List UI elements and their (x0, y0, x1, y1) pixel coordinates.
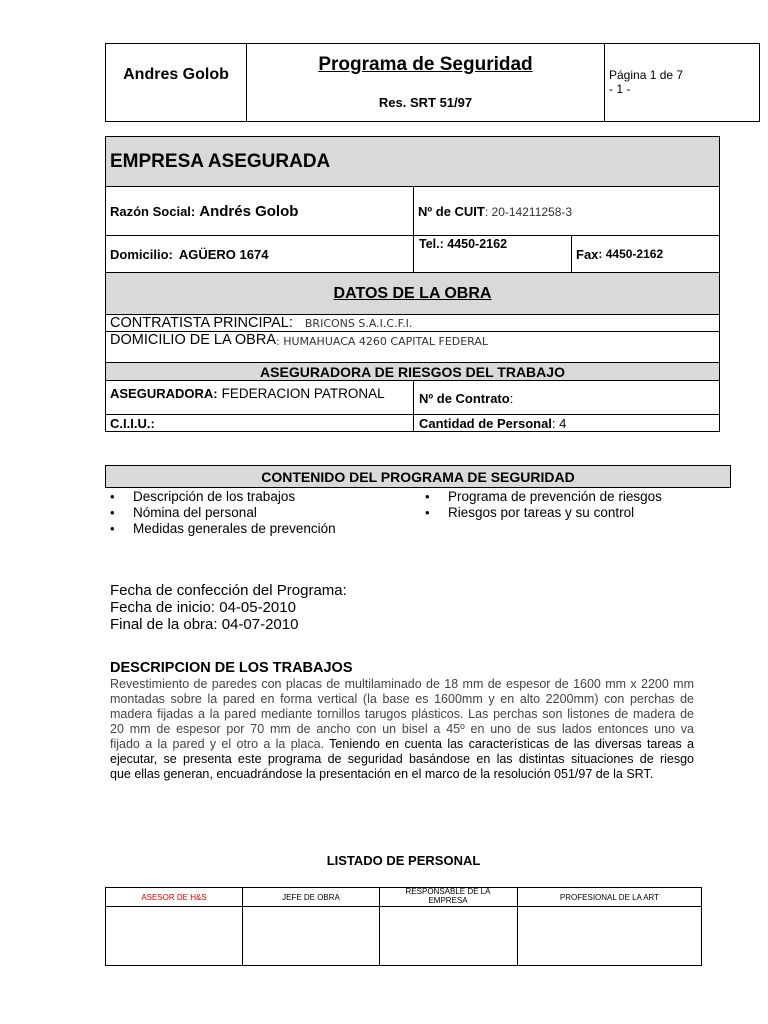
contenido-list-right (421, 489, 741, 521)
header-resolution: Res. SRT 51/97 (378, 95, 473, 110)
empresa-section-header (106, 137, 719, 187)
list-item: • Riesgos por tareas y su control (421, 505, 741, 521)
aseguradora-value: FEDERACION PATRONAL (221, 386, 385, 401)
fax-cell (572, 236, 719, 272)
aseguradora-label: ASEGURADORA: (110, 386, 218, 401)
col-header-asesor: ASESOR DE H&S (141, 893, 207, 902)
descripcion-line (110, 737, 694, 752)
document-title: Programa de Seguridad (318, 54, 533, 75)
contrato-value: : (509, 390, 514, 406)
cuit-value: : 20-14211258-3 (484, 204, 573, 219)
contrato-label: Nº de Contrato (419, 390, 510, 406)
domicilio-obra-value: : HUMAHUACA 4260 CAPITAL FEDERAL (276, 335, 489, 348)
descripcion-line: ejecutar, se presenta este programa de seguridad basándose en las distintas situaciones de riesgo (110, 752, 694, 766)
fax-label: Fax (576, 246, 599, 262)
domicilio-cell (106, 236, 412, 272)
razon-social-label: Razón Social: (110, 204, 196, 219)
list-item: • Programa de prevención de riesgos (421, 489, 741, 505)
personal-table-row-divider (106, 906, 701, 907)
descripcion-heading: DESCRIPCION DE LOS TRABAJOS (110, 660, 353, 676)
cuit-cell (414, 188, 719, 235)
art-section-header (106, 362, 719, 381)
domicilio-obra-row (106, 332, 719, 362)
fecha-inicio: Fecha de inicio: 04-05-2010 (110, 599, 296, 616)
razon-social-value: Andrés Golob (199, 203, 299, 220)
list-item: • Descripción de los trabajos (106, 489, 416, 505)
descripcion-line-part: Teniendo en cuenta las características de las diversas tareas a (324, 737, 694, 751)
contratista-label: CONTRATISTA PRINCIPAL: (110, 315, 293, 331)
fecha-final: Final de la obra: 04-07-2010 (110, 616, 299, 633)
personal-cell (414, 415, 719, 431)
contratista-row (106, 315, 719, 332)
razon-social-cell (106, 188, 412, 235)
descripcion-line: Revestimiento de paredes con placas de multilaminado de 18 mm de espesor de 1600 mm x 2200 mm (110, 677, 694, 691)
contenido-list-left (106, 489, 416, 537)
tel-text: Tel.: 4450-2162 (419, 237, 508, 251)
cuit-label: Nº de CUIT (418, 204, 485, 219)
list-item: • Medidas generales de prevención (106, 521, 416, 537)
aseguradora-cell (106, 382, 412, 410)
personal-label: Cantidad de Personal (419, 415, 552, 431)
empresa-section-title: EMPRESA ASEGURADA (110, 150, 331, 172)
ciiu-label: C.I.I.U.: (110, 415, 155, 431)
fax-value: : 4450-2162 (598, 247, 664, 261)
header-divider-2 (604, 43, 605, 122)
descripcion-line: 20 mm de espesor por 70 mm de ancho con un bisel a 45º en uno de sus lados entonces uno va (110, 722, 694, 736)
ciiu-cell (106, 415, 412, 431)
col-header-responsable: RESPONSABLE DE LA EMPRESA (405, 887, 491, 905)
page-label: Página 1 de 7 (609, 68, 684, 82)
obra-section-header (106, 272, 719, 315)
contratista-value: BRICONS S.A.I.C.F.I. (304, 316, 413, 330)
page-number: - 1 - (609, 82, 631, 96)
descripcion-line-part: fijado a la pared y el otro a la placa. (110, 737, 325, 751)
art-section-title: ASEGURADORA DE RIESGOS DEL TRABAJO (260, 363, 565, 380)
domicilio-label: Domicilio: (110, 246, 173, 262)
descripcion-body (110, 677, 694, 782)
contenido-section-header (105, 465, 731, 488)
col-header-jefe: JEFE DE OBRA (282, 893, 340, 902)
list-item: • Nómina del personal (106, 505, 416, 521)
fecha-confeccion: Fecha de confección del Programa: (110, 582, 347, 599)
domicilio-value: AGÜERO 1674 (178, 246, 269, 262)
descripcion-line: madera fijadas a la pared mediante tornillos tarugos plásticos. Las perchas son listones de madera de (110, 707, 694, 721)
personal-col-divider (379, 887, 380, 966)
contrato-cell (414, 382, 719, 414)
descripcion-line: que ellas generan, encuadrándose la presentación en el marco de la resolución 051/97 de la SRT. (110, 767, 654, 781)
descripcion-line: montadas sobre la pared en forma vertical (la base es 1600mm y en alto 2200mm) con perchas de (110, 692, 694, 706)
contenido-section-title: CONTENIDO DEL PROGRAMA DE SEGURIDAD (261, 468, 575, 485)
personal-value: : 4 (551, 415, 567, 431)
header-author: Andres Golob (123, 66, 229, 83)
obra-section-title: DATOS DE LA OBRA (333, 284, 492, 302)
col-header-profesional: PROFESIONAL DE LA ART (559, 893, 660, 902)
domicilio-obra-label: DOMICILIO DE LA OBRA (110, 332, 276, 348)
personal-heading: LISTADO DE PERSONAL (326, 853, 481, 868)
